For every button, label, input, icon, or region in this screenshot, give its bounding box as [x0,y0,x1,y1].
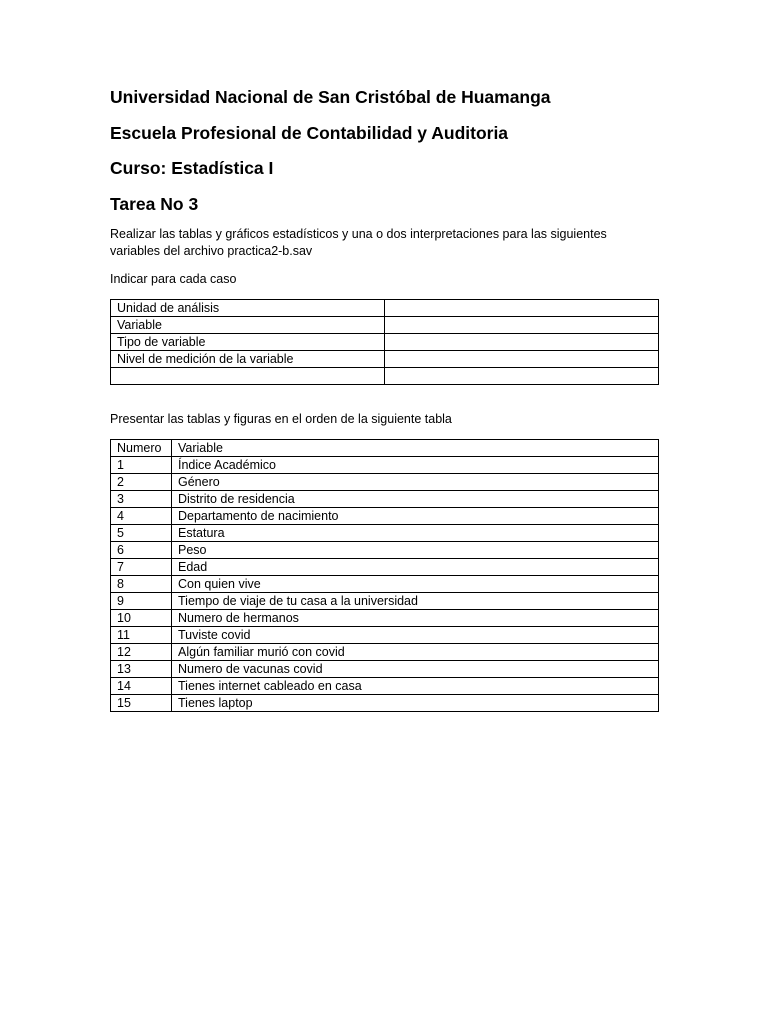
variable-name-cell: Género [172,474,659,491]
table-row [111,593,659,610]
analysis-label-cell: Variable [111,317,385,334]
intro-line-1: Realizar las tablas y gráficos estadísticos y una o dos interpretaciones para las siguientes [110,227,607,241]
variable-name-cell: Numero de vacunas covid [172,661,659,678]
table-row [111,542,659,559]
table-row [111,678,659,695]
analysis-value-cell [385,334,659,351]
table-row [111,491,659,508]
table-row [111,351,659,368]
university-title: Universidad Nacional de San Cristóbal de Huamanga [110,87,551,107]
variable-number-cell: 14 [111,678,172,695]
table-row [111,457,659,474]
table-row [111,576,659,593]
table-row [111,661,659,678]
analysis-value-cell [385,300,659,317]
table-header-row [111,440,659,457]
school-title: Escuela Profesional de Contabilidad y Auditoria [110,123,509,143]
variable-number-cell: 1 [111,457,172,474]
variable-name-cell: Índice Académico [172,457,659,474]
assignment-title: Tarea No 3 [110,194,199,214]
table-row [111,317,659,334]
table-row [111,508,659,525]
variable-number-cell: 10 [111,610,172,627]
intro-paragraph [110,226,650,260]
presentar-paragraph: Presentar las tablas y figuras en el orden de la siguiente tabla [110,412,452,426]
variable-name-cell: Con quien vive [172,576,659,593]
table-row [111,368,659,385]
variable-number-cell: 8 [111,576,172,593]
table-row [111,300,659,317]
variable-name-cell: Tienes laptop [172,695,659,712]
variable-name-cell: Edad [172,559,659,576]
table-row [111,559,659,576]
variable-name-cell: Tiempo de viaje de tu casa a la universidad [172,593,659,610]
intro-line-2: variables del archivo practica2-b.sav [110,244,313,258]
variable-number-cell: 6 [111,542,172,559]
table-row [111,627,659,644]
table-row [111,334,659,351]
variable-number-cell: 9 [111,593,172,610]
analysis-table [110,299,659,385]
variable-number-cell: 12 [111,644,172,661]
variable-number-cell: 2 [111,474,172,491]
variable-number-cell: 13 [111,661,172,678]
variable-number-cell: 3 [111,491,172,508]
indicar-paragraph: Indicar para cada caso [110,272,237,286]
variable-number-cell: 15 [111,695,172,712]
variable-name-cell: Distrito de residencia [172,491,659,508]
variable-number-cell: 5 [111,525,172,542]
analysis-label-cell: Tipo de variable [111,334,385,351]
variable-name-cell: Tienes internet cableado en casa [172,678,659,695]
analysis-value-cell [385,317,659,334]
column-header-number: Numero [111,440,172,457]
variable-name-cell: Peso [172,542,659,559]
table-row [111,525,659,542]
table-row [111,644,659,661]
analysis-value-cell [385,368,659,385]
variable-number-cell: 7 [111,559,172,576]
table-row [111,695,659,712]
course-title: Curso: Estadística I [110,158,274,178]
variable-name-cell: Tuviste covid [172,627,659,644]
variable-number-cell: 11 [111,627,172,644]
analysis-label-cell: Nivel de medición de la variable [111,351,385,368]
variable-number-cell: 4 [111,508,172,525]
variable-name-cell: Numero de hermanos [172,610,659,627]
variable-name-cell: Algún familiar murió con covid [172,644,659,661]
analysis-value-cell [385,351,659,368]
column-header-variable: Variable [172,440,659,457]
variables-table [110,439,659,712]
variable-name-cell: Departamento de nacimiento [172,508,659,525]
table-row [111,474,659,491]
table-row [111,610,659,627]
analysis-label-cell [111,368,385,385]
variable-name-cell: Estatura [172,525,659,542]
analysis-label-cell: Unidad de análisis [111,300,385,317]
